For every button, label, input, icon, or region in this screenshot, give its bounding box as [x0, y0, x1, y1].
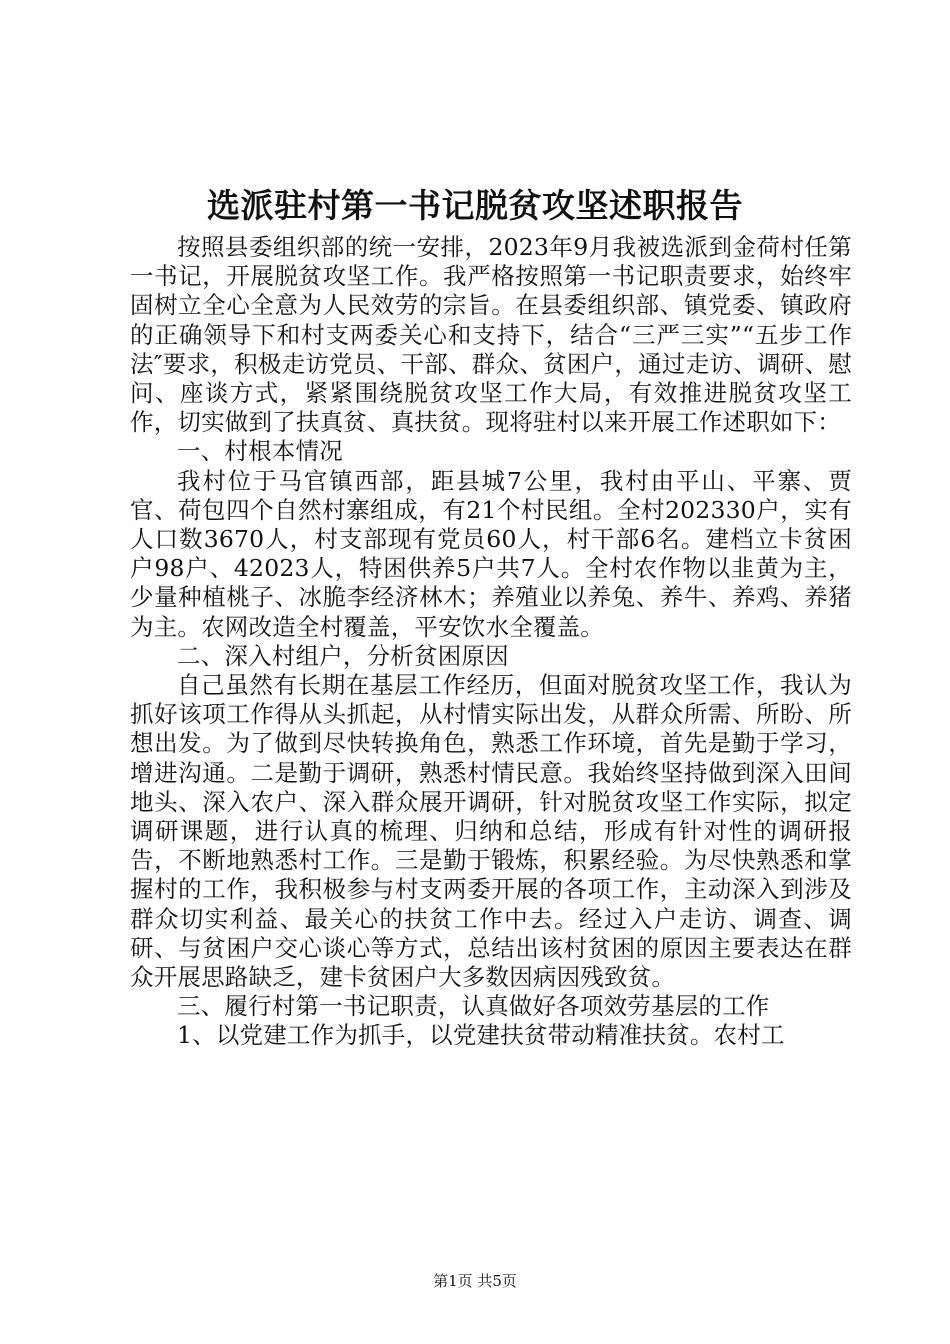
paragraph-poverty-analysis: 自己虽然有长期在基层工作经历，但面对脱贫攻坚工作，我认为抓好该项工作得从头抓起，从村情实际出发，从群众所需、所盼、所想出发。为了做到尽快转换角色，熟悉工作环境，首先是勤于学习，增进沟通。二是勤于调研，熟悉村情民意。我始终坚持做到深入田间地头、深入农户、深入群众展开调研，针对脱贫攻坚工作实际，拟定调研课题，进行认真的梳理、归纳和总结，形成有针对性的调研报告，不断地熟悉村工作。三是勤于锻炼，积累经验。为尽快熟悉和掌握村的工作，我积极参与村支两委开展的各项工作，主动深入到涉及群众切实利益、最关心的扶贫工作中去。经过入户走访、调查、调研、与贫困户交心谈心等方式，总结出该村贫困的原因主要表达在群众开展思路缺乏，建卡贫困户大多数因病因残致贫。: [130, 671, 852, 992]
paragraph-intro: 按照县委组织部的统一安排，2023年9月我被选派到金荷村任第一书记，开展脱贫攻坚工作。我严格按照第一书记职责要求，始终牢固树立全心全意为人民效劳的宗旨。在县委组织部、镇党委、镇政府的正确领导下和村支两委关心和支持下，结合“三严三实”“五步工作法″要求，积极走访党员、干部、群众、贫困户，通过走访、调研、慰问、座谈方式，紧紧围绕脱贫攻坚工作大局，有效推进脱贫攻坚工作，切实做到了扶真贫、真扶贫。现将驻村以来开展工作述职如下：: [130, 233, 852, 437]
paragraph-party-building: 1、以党建工作为抓手，以党建扶贫带动精准扶贫。农村工: [177, 1021, 785, 1050]
paragraph-village-overview: 我村位于马官镇西部，距县城7公里，我村由平山、平寨、贾官、荷包四个自然村寨组成，有21个村民组。全村202330户，实有人口数3670人，村支部现有党员60人，村干部6名。建档立卡贫困户98户、42023人，特困供养5户共7人。全村农作物以韭黄为主，少量种植桃子、冰脆李经济林木；养殖业以养兔、养牛、养鸡、养猪为主。农网改造全村覆盖，平安饮水全覆盖。: [130, 466, 852, 641]
document-title: 选派驻村第一书记脱贫攻坚述职报告: [207, 186, 743, 225]
section-heading-3: 三、履行村第一书记职责，认真做好各项效劳基层的工作: [177, 992, 770, 1021]
document-body: [130, 233, 852, 1051]
section-heading-1: 一、村根本情况: [177, 437, 343, 466]
page-footer: 第1页 共5页: [433, 1272, 517, 1290]
section-heading-2: 二、深入村组户，分析贫困原因: [177, 641, 509, 670]
